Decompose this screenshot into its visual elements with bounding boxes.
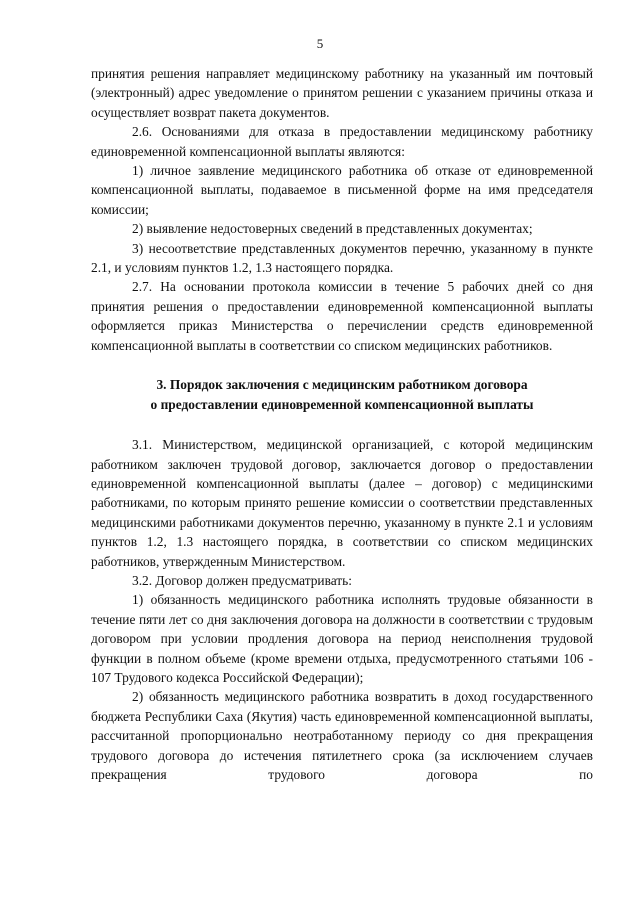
page-number: 5 xyxy=(316,36,324,51)
list-item-3-2-2: 2) обязанность медицинского работника возвратить в доход государственного бюджета Республики Саха (Якутия) часть единовременной компенсационной выплаты, рассчитанной пропорционально неотработанному периоду со дня прекращения трудового договора до истечения пятилетнего срока (за исключением случаев прекращения трудового договора по xyxy=(91,689,593,782)
list-item-2-6-1: 1) личное заявление медицинского работника об отказе от единовременной компенсационной выплаты, подаваемое в письменной форме на имя председателя комиссии; xyxy=(91,163,593,217)
section-heading-line-2: о предоставлении единовременной компенсационной выплаты xyxy=(150,397,534,413)
section-heading-line-1: 3. Порядок заключения с медицинским работником договора xyxy=(156,377,528,393)
document-body xyxy=(91,64,593,784)
paragraph-3-1: 3.1. Министерством, медицинской организацией, с которой медицинским работником заключен трудовой договор, заключается договор о предоставлении единовременной компенсационной выплаты (далее – договор) с медицинскими работниками, по которым принято решение комиссии о соответствии представленных медицинскими работниками документов перечню, указанному в пункте 2.1 и условиям пунктов 1.2, 1.3 настоящего порядка, в соответствии со списком медицинских работников, утвержденным Министерством. xyxy=(91,437,593,569)
list-item-3-2-1: 1) обязанность медицинского работника исполнять трудовые обязанности в течение пяти лет со дня заключения договора на должности в соответствии с трудовым договором при условии продления договора на период неисполнения трудовой функции в полном объеме (кроме времени отдыха, предусмотренного статьями 106 - 107 Трудового кодекса Российской Федерации); xyxy=(91,592,593,685)
paragraph-decision-notice: принятия решения направляет медицинскому работнику на указанный им почтовый (электронный) адрес уведомление о принятом решении с указанием причины отказа и осуществляет возврат пакета документов. xyxy=(91,66,593,120)
paragraph-2-7: 2.7. На основании протокола комиссии в течение 5 рабочих дней со дня принятия решения о предоставлении единовременной компенсационной выплаты оформляется приказ Министерства о перечислении средств единовременной компенсационной выплаты в соответствии со списком медицинских работников. xyxy=(91,279,593,353)
list-item-2-6-3: 3) несоответствие представленных документов перечню, указанному в пункте 2.1, и условиям пунктов 1.2, 1.3 настоящего порядка. xyxy=(91,240,593,276)
paragraph-3-2: 3.2. Договор должен предусматривать: xyxy=(132,572,352,588)
paragraph-2-6: 2.6. Основаниями для отказа в предоставлении медицинскому работнику единовременной компенсационной выплаты являются: xyxy=(91,124,593,159)
list-item-2-6-2: 2) выявление недостоверных сведений в представленных документах; xyxy=(132,221,533,237)
